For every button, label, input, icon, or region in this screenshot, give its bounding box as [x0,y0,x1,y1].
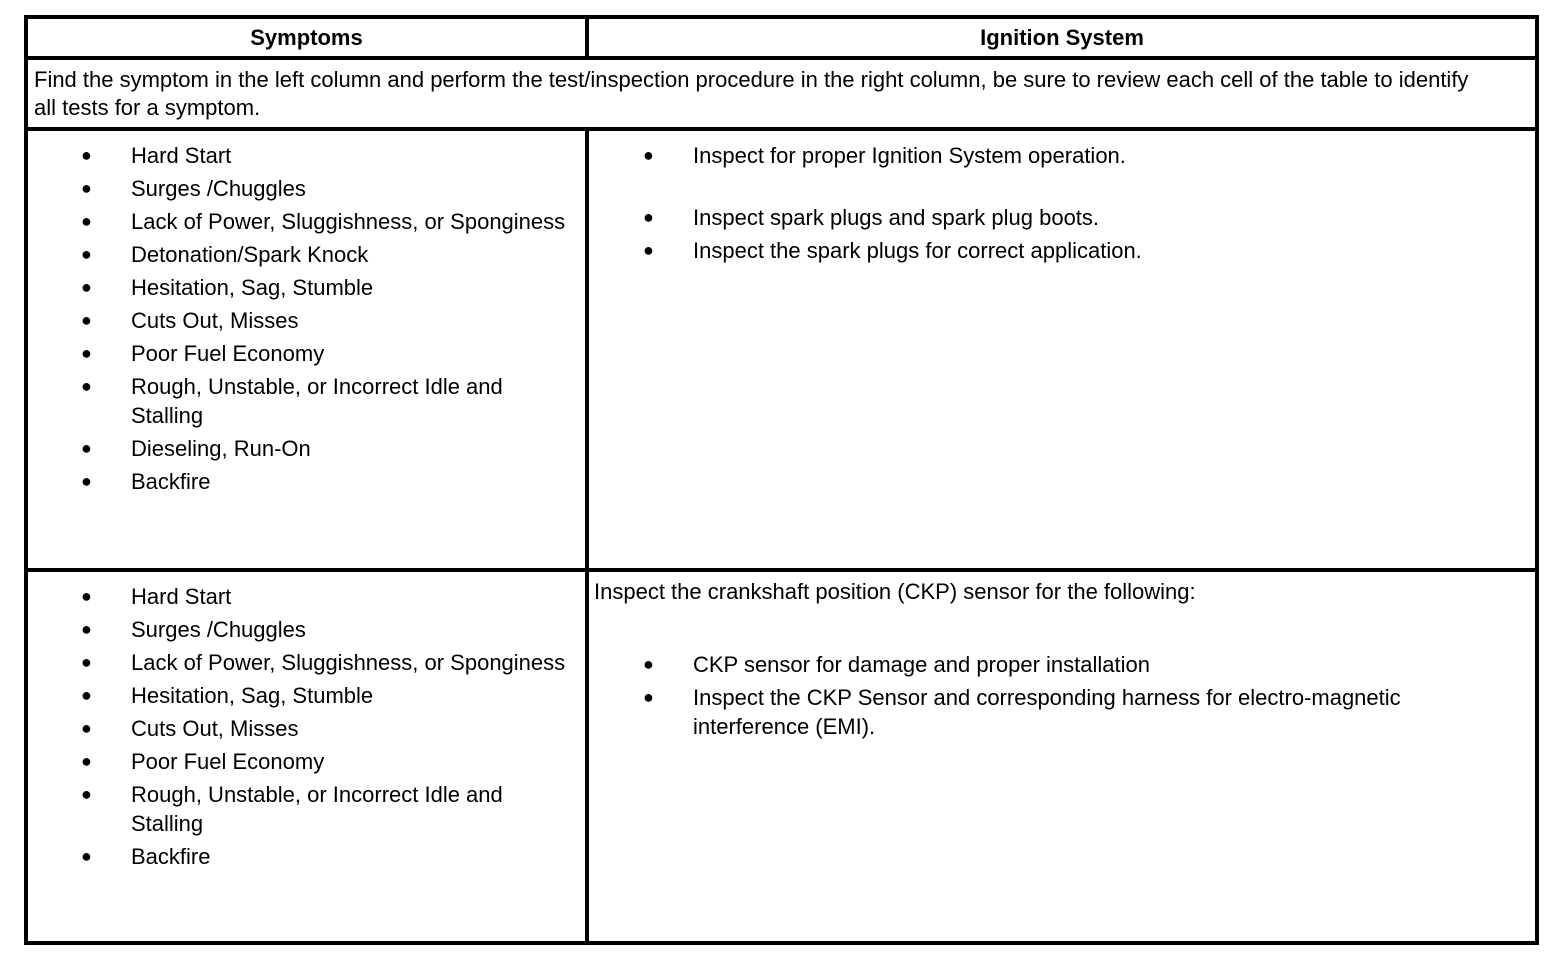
list-item-text: Rough, Unstable, or Incorrect Idle and Stalling [131,782,503,836]
bullet-icon: ● [81,685,92,705]
intro-divider [28,127,1535,131]
header-divider [28,56,1535,60]
bullet-icon: ● [81,784,92,804]
bullet-icon: ● [81,438,92,458]
list-item-text: Hard Start [131,584,232,609]
bullet-icon: ● [643,240,654,260]
row1-procedure-list-b [643,203,1513,269]
list-item-text: Inspect the CKP Sensor and corresponding harness for electro-magnetic interference (EMI). [693,685,1401,739]
list-item [81,681,571,710]
list-item [81,434,571,463]
list-item [81,207,571,236]
row2-procedure-list [643,650,1513,745]
list-item-text: CKP sensor for damage and proper installation [693,652,1150,677]
list-item [81,648,571,677]
list-item [643,650,1513,679]
bullet-icon: ● [81,376,92,396]
list-item-text: Cuts Out, Misses [131,308,299,333]
bullet-icon: ● [81,244,92,264]
bullet-icon: ● [81,846,92,866]
list-item [81,339,571,368]
list-item [81,582,571,611]
bullet-icon: ● [643,145,654,165]
bullet-icon: ● [81,277,92,297]
list-item-text: Inspect spark plugs and spark plug boots. [693,205,1100,230]
bullet-icon: ● [81,145,92,165]
bullet-icon: ● [643,207,654,227]
list-item-text: Rough, Unstable, or Incorrect Idle and Stalling [131,374,503,428]
list-item-text: Surges /Chuggles [131,176,306,201]
header-ignition-system: Ignition System [980,24,1144,50]
symptom-table [24,15,1539,945]
bullet-icon: ● [643,687,654,707]
list-item [81,615,571,644]
list-item [643,141,1513,170]
list-item [81,306,571,335]
bullet-icon: ● [81,751,92,771]
list-item [643,203,1513,232]
list-item [81,240,571,269]
list-item-text: Surges /Chuggles [131,617,306,642]
list-item [81,842,571,871]
bullet-icon: ● [81,211,92,231]
list-item [81,747,571,776]
list-item-text: Backfire [131,844,211,869]
bullet-icon: ● [81,471,92,491]
row1-procedure-list-a [643,141,1513,174]
list-item-text: Dieseling, Run-On [131,436,311,461]
bullet-icon: ● [81,343,92,363]
list-item [81,273,571,302]
list-item [81,467,571,496]
list-item [81,714,571,743]
list-item-text: Poor Fuel Economy [131,341,325,366]
list-item-text: Hesitation, Sag, Stumble [131,683,374,708]
list-item [81,372,571,430]
table-intro: Find the symptom in the left column and perform the test/inspection procedure in the right column, be sure to review each cell of the table to identify all tests for a symptom. [34,67,1469,120]
list-item-text: Lack of Power, Sluggishness, or Sponginess [131,209,566,234]
column-divider-body [585,127,589,941]
list-item [643,236,1513,265]
bullet-icon: ● [81,718,92,738]
bullet-icon: ● [81,178,92,198]
list-item [643,683,1513,741]
bullet-icon: ● [81,652,92,672]
list-item-text: Backfire [131,469,211,494]
list-item-text: Detonation/Spark Knock [131,242,369,267]
bullet-icon: ● [643,654,654,674]
list-item [81,141,571,170]
list-item-text: Hard Start [131,143,232,168]
row1-symptom-list [81,141,571,500]
bullet-icon: ● [81,586,92,606]
list-item-text: Cuts Out, Misses [131,716,299,741]
list-item [81,780,571,838]
list-item-text: Lack of Power, Sluggishness, or Sponginess [131,650,566,675]
bullet-icon: ● [81,619,92,639]
header-symptoms: Symptoms [250,24,363,50]
list-item-text: Inspect for proper Ignition System operation. [693,143,1126,168]
list-item [81,174,571,203]
list-item-text: Poor Fuel Economy [131,749,325,774]
row2-procedure-intro: Inspect the crankshaft position (CKP) sensor for the following: [594,579,1196,604]
row2-symptom-list [81,582,571,875]
bullet-icon: ● [81,310,92,330]
row-divider [28,568,1535,572]
list-item-text: Hesitation, Sag, Stumble [131,275,374,300]
list-item-text: Inspect the spark plugs for correct application. [693,238,1142,263]
